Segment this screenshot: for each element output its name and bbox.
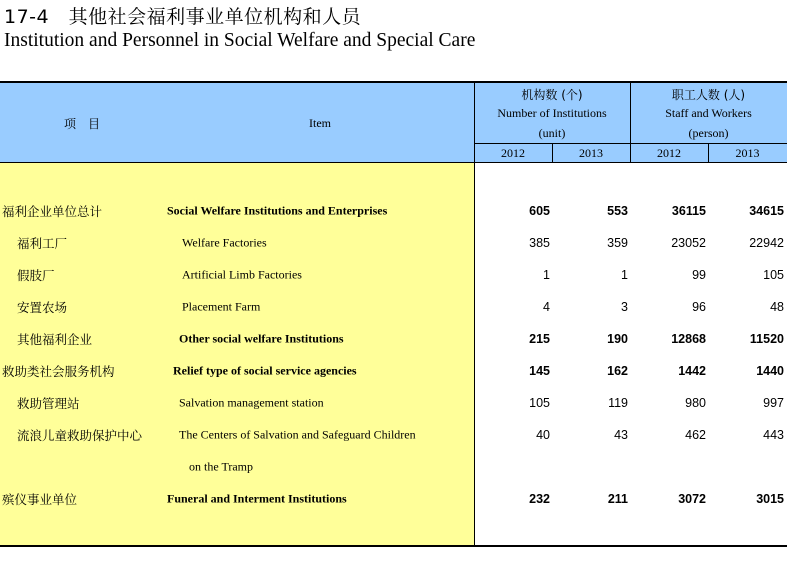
row-label-en: The Centers of Salvation and Safeguard Children: [179, 427, 416, 442]
row-label-cn: 救助管理站: [17, 396, 80, 411]
cell-value: 190: [607, 332, 628, 346]
table-row: [0, 387, 787, 419]
row-label-cn: 其他福利企业: [17, 332, 93, 347]
table-bottom-rule: [0, 545, 787, 547]
table-title-en: Institution and Personnel in Social Welfare and Special Care: [4, 30, 476, 51]
cell-value: 48: [770, 300, 784, 314]
cell-value: 105: [529, 396, 550, 410]
cell-value: 443: [763, 428, 784, 442]
header-top-rule: [0, 81, 787, 83]
cell-value: 11520: [749, 332, 784, 346]
cell-value: 3: [621, 300, 628, 314]
row-label-cn: 流浪儿童救助保护中心: [17, 428, 143, 443]
cell-value: 12868: [671, 332, 706, 346]
cell-value: 40: [536, 428, 550, 442]
row-label-en: Other social welfare Institutions: [179, 331, 344, 346]
header-year: 2012: [501, 146, 525, 160]
header-staff-en: Staff and Workers: [665, 106, 752, 120]
cell-value: 119: [608, 396, 628, 410]
cell-value: 34615: [749, 204, 784, 218]
cell-value: 215: [529, 332, 550, 346]
table-row: [0, 419, 787, 451]
cell-value: 162: [607, 364, 628, 378]
cell-value: 3015: [756, 492, 784, 506]
header-year: 2013: [579, 146, 603, 160]
cell-value: 605: [529, 204, 550, 218]
table-row: [0, 227, 787, 259]
row-label-en: Salvation management station: [179, 395, 324, 410]
table-row: [0, 483, 787, 515]
cell-value: 462: [685, 428, 706, 442]
cell-value: 359: [607, 236, 628, 250]
cell-value: 145: [529, 364, 550, 378]
header-item-cn: 项 目: [63, 117, 100, 131]
header-staff-unit: (person): [688, 126, 729, 140]
row-label-en: Placement Farm: [182, 299, 261, 314]
row-label-cn: 救助类社会服务机构: [2, 364, 115, 379]
row-label-en: Welfare Factories: [182, 235, 267, 250]
table-row: [0, 323, 787, 355]
row-label-cn: 福利企业单位总计: [2, 204, 103, 219]
cell-value: 43: [614, 428, 628, 442]
table-row: [0, 451, 787, 483]
cell-value: 553: [607, 204, 628, 218]
table-row: [0, 195, 787, 227]
table-row: [0, 355, 787, 387]
cell-value: 22942: [749, 236, 784, 250]
cell-value: 385: [529, 236, 550, 250]
header-year: 2012: [657, 146, 681, 160]
cell-value: 36115: [671, 204, 706, 218]
cell-value: 96: [692, 300, 706, 314]
cell-value: 980: [685, 396, 706, 410]
cell-value: 3072: [678, 492, 706, 506]
row-label-en: Relief type of social service agencies: [173, 363, 357, 378]
row-label-cn: 假肢厂: [17, 268, 55, 283]
cell-value: 1442: [678, 364, 706, 378]
row-label-cn: 殡仪事业单位: [2, 492, 78, 507]
cell-value: 997: [763, 396, 784, 410]
cell-value: 105: [763, 268, 784, 282]
header-year: 2013: [735, 146, 760, 160]
row-label-cn: 福利工厂: [17, 236, 68, 251]
header-institutions-cn: 机构数 (个): [521, 88, 583, 102]
cell-value: 211: [607, 492, 628, 506]
cell-value: 232: [529, 492, 550, 506]
cell-value: 23052: [671, 236, 706, 250]
cell-value: 1: [543, 268, 550, 282]
row-label-en: Artificial Limb Factories: [182, 267, 302, 282]
row-label-en: Social Welfare Institutions and Enterprises: [167, 203, 388, 218]
table-row: [0, 259, 787, 291]
header-item-en: Item: [309, 116, 331, 130]
cell-value: 1: [621, 268, 628, 282]
header-institutions-en: Number of Institutions: [497, 106, 607, 120]
cell-value: 99: [692, 268, 706, 282]
row-label-en: on the Tramp: [189, 459, 254, 474]
cell-value: 4: [543, 300, 550, 314]
header-staff-cn: 职工人数 (人): [671, 88, 746, 102]
header-institutions-unit: (unit): [538, 126, 566, 140]
row-label-cn: 安置农场: [17, 300, 68, 315]
cell-value: 1440: [756, 364, 784, 378]
table-title-cn: 17-4 其他社会福利事业单位机构和人员: [4, 6, 362, 28]
row-label-en: Funeral and Interment Institutions: [167, 491, 347, 506]
table-row: [0, 291, 787, 323]
